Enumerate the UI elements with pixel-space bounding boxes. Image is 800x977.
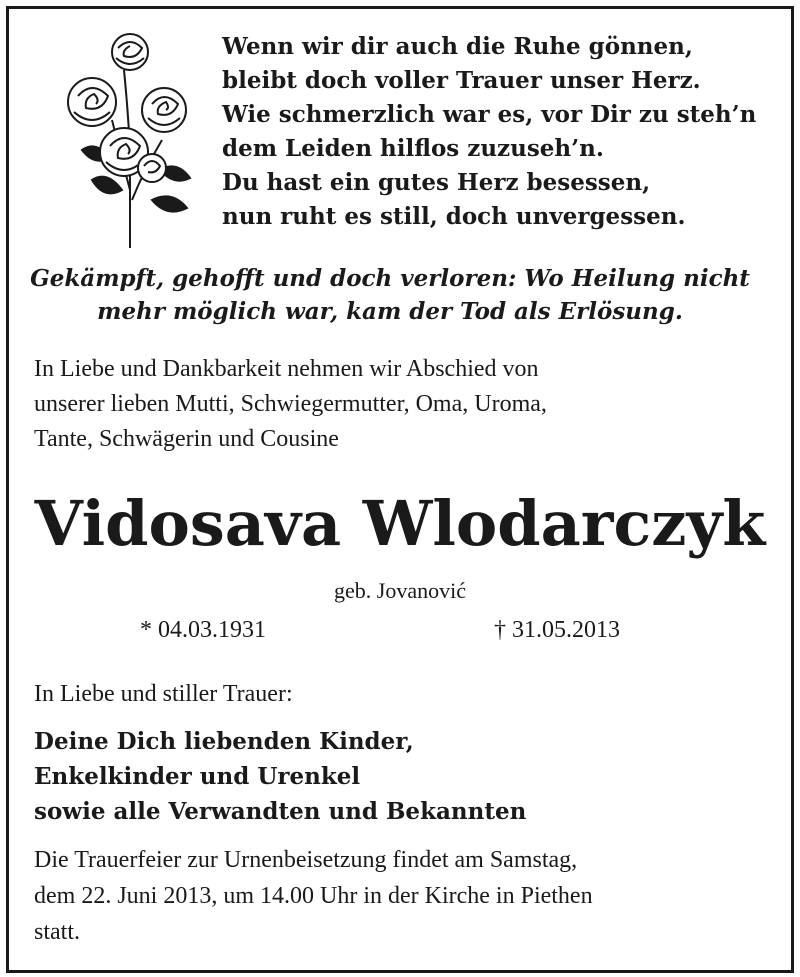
roses-bouquet-icon bbox=[52, 30, 202, 250]
poem bbox=[222, 30, 782, 234]
farewell-intro bbox=[34, 352, 764, 457]
intro-line-1: In Liebe und Dankbarkeit nehmen wir Abschied von bbox=[34, 356, 539, 382]
mourners-line: Enkelkinder und Urenkel bbox=[34, 763, 361, 790]
service-line-1: Die Trauerfeier zur Urnenbeisetzung findet am Samstag, bbox=[34, 847, 578, 873]
motto bbox=[20, 262, 760, 328]
birth-date: * 04.03.1931 bbox=[140, 617, 266, 643]
mourners-line: sowie alle Verwandten und Bekannten bbox=[34, 798, 527, 825]
poem-line: nun ruht es still, doch unvergessen. bbox=[222, 203, 686, 230]
mourners-intro: In Liebe und stiller Trauer: bbox=[34, 681, 293, 707]
deceased-name: Vidosava Wlodarczyk bbox=[34, 487, 766, 560]
death-date: † 31.05.2013 bbox=[494, 617, 620, 643]
service-line-2: dem 22. Juni 2013, um 14.00 Uhr in der Kirche in Piethen bbox=[34, 883, 593, 909]
mourners-line: Deine Dich liebenden Kinder, bbox=[34, 728, 414, 755]
poem-line: dem Leiden hilflos zuzuseh’n. bbox=[222, 135, 604, 162]
funeral-service-notice bbox=[34, 842, 774, 950]
mourners-list bbox=[34, 724, 754, 829]
poem-line: bleibt doch voller Trauer unser Herz. bbox=[222, 67, 701, 94]
intro-line-2: unserer lieben Mutti, Schwiegermutter, Oma, Uroma, bbox=[34, 391, 547, 417]
poem-line: Wie schmerzlich war es, vor Dir zu steh’n bbox=[222, 101, 757, 128]
intro-line-3: Tante, Schwägerin und Cousine bbox=[34, 426, 339, 452]
motto-line-1: Gekämpft, gehofft und doch verloren: Wo Heilung nicht bbox=[30, 265, 750, 292]
service-line-3: statt. bbox=[34, 919, 80, 945]
maiden-name: geb. Jovanović bbox=[334, 578, 466, 603]
poem-line: Du hast ein gutes Herz besessen, bbox=[222, 169, 651, 196]
motto-line-2: mehr möglich war, kam der Tod als Erlösung. bbox=[97, 298, 683, 325]
poem-line: Wenn wir dir auch die Ruhe gönnen, bbox=[222, 33, 693, 60]
